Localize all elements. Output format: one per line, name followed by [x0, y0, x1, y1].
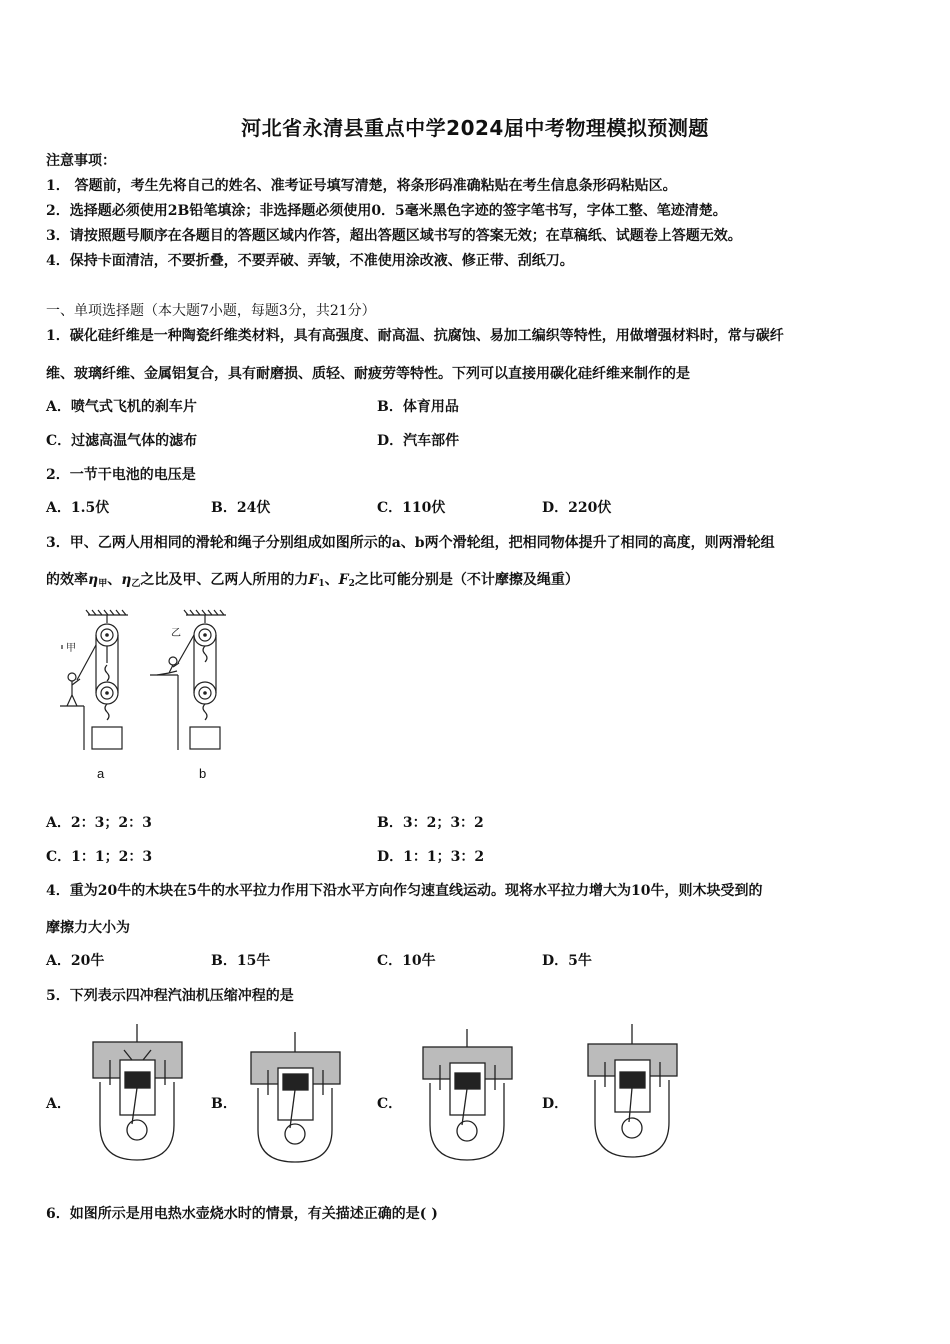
- piston: [620, 1072, 645, 1088]
- hatch-b: [184, 610, 224, 615]
- q2-option-c: C．110伏: [377, 500, 446, 516]
- q4-option-d: D．5牛: [542, 953, 592, 969]
- engine-diagram-c: [420, 1025, 515, 1170]
- question-4-stem: 4．重为20牛的木块在5牛的水平拉力作用下沿水平方向作匀速直线运动。现将水平拉力增大为10牛，则木块受到的: [46, 883, 763, 899]
- figure-a-label: a: [97, 766, 105, 781]
- subscript: 1: [318, 579, 325, 589]
- subscript: 2: [348, 579, 355, 589]
- subscript: 乙: [131, 579, 141, 589]
- figure-b-person-label: 乙: [171, 628, 181, 639]
- q2-option-d: D．220伏: [542, 500, 612, 516]
- pulley-figure: [50, 605, 250, 785]
- q3-option-b: B．3：2；3：2: [377, 815, 484, 831]
- engine-diagram-d: [585, 1022, 680, 1167]
- q1-option-d: D．汽车部件: [377, 433, 460, 449]
- weight-a: [92, 727, 122, 749]
- piston: [283, 1074, 308, 1090]
- q4-option-a: A．20牛: [46, 953, 105, 969]
- piston: [125, 1072, 150, 1088]
- eta-symbol: η: [121, 572, 132, 588]
- engine-diagram-a: [90, 1020, 185, 1170]
- q1-option-a: A．喷气式飞机的刹车片: [46, 399, 197, 415]
- q5-option-c: C．: [377, 1096, 403, 1112]
- piston: [455, 1073, 480, 1089]
- hatch-a: [86, 610, 126, 615]
- force-symbol: F: [308, 572, 319, 588]
- q3-option-c: C．1：1；2：3: [46, 849, 153, 865]
- page-title: 河北省永清县重点中学2024届中考物理模拟预测题: [241, 116, 709, 140]
- figure-a-person-label: 甲: [66, 643, 76, 654]
- q3-text: 的效率: [46, 572, 88, 588]
- weight-b: [190, 727, 220, 749]
- q5-option-d: D．: [542, 1096, 569, 1112]
- notes-heading: 注意事项：: [46, 153, 116, 169]
- q4-option-b: B．15牛: [211, 953, 271, 969]
- note-item: 1． 答题前，考生先将自己的姓名、准考证号填写清楚，将条形码准确粘贴在考生信息条形码粘贴区。: [46, 178, 677, 194]
- question-1-stem: 1．碳化硅纤维是一种陶瓷纤维类材料，具有高强度、耐高温、抗腐蚀、易加工编织等特性，用做增强材料时，常与碳纤: [46, 328, 784, 344]
- q3-text: 之比及甲、乙两人所用的力: [140, 572, 309, 588]
- q4-option-c: C．10牛: [377, 953, 436, 969]
- question-6-stem: 6．如图所示是用电热水壶烧水时的情景，有关描述正确的是( ): [46, 1206, 438, 1222]
- q3-text: 之比可能分别是（不计摩擦及绳重）: [354, 572, 579, 588]
- q2-option-a: A．1.5伏: [46, 500, 110, 516]
- section-heading: 一、单项选择题（本大题7小题，每题3分，共21分）: [46, 303, 376, 319]
- note-item: 4．保持卡面清洁，不要折叠，不要弄破、弄皱，不准使用涂改液、修正带、刮纸刀。: [46, 253, 574, 269]
- question-5-stem: 5．下列表示四冲程汽油机压缩冲程的是: [46, 988, 294, 1004]
- q5-option-b: B．: [211, 1096, 237, 1112]
- question-3-stem-cont: [46, 571, 579, 593]
- q5-option-a: A．: [46, 1096, 71, 1112]
- q3-text: 、: [107, 572, 122, 588]
- q1-option-c: C．过滤高温气体的滤布: [46, 433, 198, 449]
- engine-diagram-b: [248, 1030, 343, 1170]
- question-1-stem-cont: 维、玻璃纤维、金属铝复合，具有耐磨损、质轻、耐疲劳等特性。下列可以直接用碳化硅纤维来制作的是: [46, 366, 690, 382]
- q3-text: 、: [324, 572, 339, 588]
- q2-option-b: B．24伏: [211, 500, 271, 516]
- question-2-stem: 2．一节干电池的电压是: [46, 467, 196, 483]
- q3-option-d: D．1：1；3：2: [377, 849, 485, 865]
- figure-b-label: b: [199, 766, 207, 781]
- note-item: 3．请按照题号顺序在各题目的答题区域内作答，超出答题区域书写的答案无效；在草稿纸、试题卷上答题无效。: [46, 228, 742, 244]
- note-item: 2．选择题必须使用2B铅笔填涂；非选择题必须使用0．5毫米黑色字迹的签字笔书写，字体工整、笔迹清楚。: [46, 203, 727, 219]
- q3-option-a: A．2：3；2：3: [46, 815, 152, 831]
- question-3-stem: 3．甲、乙两人用相同的滑轮和绳子分别组成如图所示的a、b两个滑轮组，把相同物体提升了相同的高度，则两滑轮组: [46, 535, 775, 551]
- eta-symbol: η: [88, 572, 99, 588]
- question-4-stem-cont: 摩擦力大小为: [46, 920, 130, 936]
- q1-option-b: B．体育用品: [377, 399, 459, 415]
- subscript: 甲: [98, 579, 108, 589]
- force-symbol: F: [338, 572, 349, 588]
